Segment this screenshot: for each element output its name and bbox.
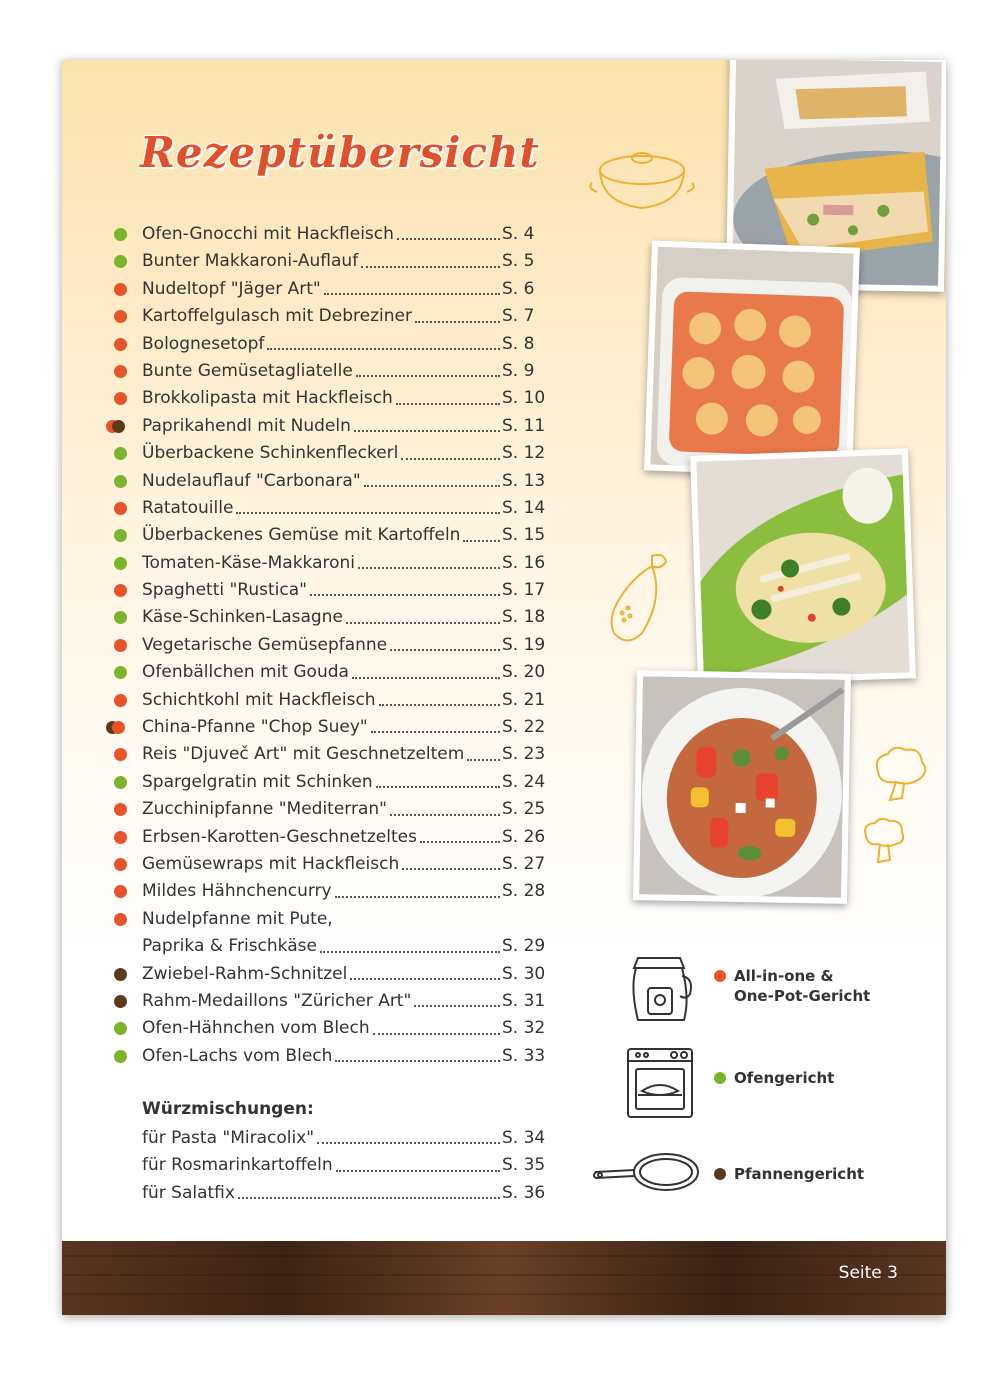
- legend-dot: [714, 1072, 726, 1084]
- spice-page: S. 36: [502, 1182, 546, 1203]
- recipe-page: S. 30: [502, 963, 546, 984]
- category-dot: [114, 310, 127, 323]
- category-dot: [112, 420, 125, 433]
- category-dot: [114, 639, 127, 652]
- legend-item: [734, 966, 870, 1006]
- recipe-page: S. 7: [502, 306, 535, 327]
- category-dot: [114, 666, 127, 679]
- category-dot: [114, 885, 127, 898]
- dot-leader: [352, 659, 500, 678]
- recipe-name: Ofenbällchen mit Gouda: [142, 662, 349, 683]
- thermomix-icon: [624, 948, 696, 1026]
- recipe-row: [102, 495, 546, 522]
- recipe-row: [102, 276, 542, 303]
- dot-leader: [402, 851, 500, 870]
- recipe-name: Zwiebel-Rahm-Schnitzel: [142, 963, 348, 984]
- category-dot: [114, 913, 127, 926]
- recipe-overview-page: [62, 60, 946, 1315]
- recipe-page: S. 5: [502, 251, 535, 272]
- dot-leader: [317, 1125, 500, 1144]
- category-dot: [114, 776, 127, 789]
- recipe-page: S. 18: [502, 607, 546, 628]
- category-dot: [114, 228, 127, 241]
- legend-label: Pfannengericht: [734, 1165, 865, 1183]
- recipe-name: Ofen-Lachs vom Blech: [142, 1045, 333, 1066]
- dot-leader: [390, 796, 500, 815]
- recipe-page: S. 16: [502, 552, 546, 573]
- dot-leader: [467, 741, 500, 760]
- dot-leader: [373, 1015, 500, 1034]
- spargel-photo: [690, 448, 916, 685]
- recipe-name: Spaghetti "Rustica": [142, 580, 307, 601]
- recipe-row: [102, 604, 546, 631]
- recipe-row: [102, 550, 546, 577]
- recipe-name: Ofen-Hähnchen vom Blech: [142, 1018, 370, 1039]
- dot-leader: [335, 1043, 500, 1062]
- recipe-page: S. 15: [502, 525, 546, 546]
- recipe-row: [102, 221, 542, 248]
- recipe-row: [102, 796, 546, 823]
- recipe-page: S. 9: [502, 360, 535, 381]
- category-dot: [114, 748, 127, 761]
- recipe-name: Zucchinipfanne "Mediterran": [142, 799, 387, 820]
- recipe-name: Paprika & Frischkäse: [142, 936, 317, 957]
- dot-leader: [371, 714, 500, 733]
- spice-row: [102, 1125, 546, 1152]
- recipe-row: [102, 440, 546, 467]
- recipe-row: [102, 577, 546, 604]
- recipe-name: Überbackenes Gemüse mit Kartoffeln: [142, 525, 461, 546]
- recipe-page: S. 32: [502, 1018, 546, 1039]
- recipe-page: S. 4: [502, 224, 535, 244]
- recipe-name: Gemüsewraps mit Hackfleisch: [142, 853, 400, 874]
- recipe-row: [102, 1043, 546, 1070]
- dot-leader: [350, 961, 500, 980]
- recipe-name: Vegetarische Gemüsepfanne: [142, 634, 388, 655]
- cauliflower-sketch-icon: [868, 742, 932, 806]
- recipe-name: Nudeltopf "Jäger Art": [142, 278, 321, 299]
- category-dot: [114, 557, 127, 570]
- recipe-page: S. 10: [502, 388, 546, 409]
- dot-leader: [320, 933, 500, 952]
- category-dot: [114, 694, 127, 707]
- legend-label: Ofengericht: [734, 1069, 835, 1087]
- recipe-name: Brokkolipasta mit Hackfleisch: [142, 388, 393, 409]
- recipe-row: [102, 385, 546, 412]
- dot-leader: [346, 604, 500, 623]
- recipe-page: S. 28: [502, 881, 546, 902]
- category-dot: [114, 995, 127, 1008]
- category-dot: [114, 968, 127, 981]
- recipe-row: [102, 824, 546, 851]
- page-number: Seite 3: [838, 1263, 898, 1283]
- spice-row: [102, 1152, 546, 1179]
- oven-icon: [624, 1045, 696, 1121]
- recipe-page: S. 27: [502, 853, 546, 874]
- recipe-page: S. 11: [502, 415, 546, 436]
- pot-sketch-icon: [587, 148, 697, 218]
- dot-leader: [397, 221, 500, 240]
- category-dot: [114, 584, 127, 597]
- recipe-name: Nudelpfanne mit Pute,: [142, 908, 333, 929]
- dot-leader: [267, 331, 500, 350]
- category-dot: [114, 502, 127, 515]
- recipe-page: S. 6: [502, 278, 535, 299]
- dot-leader: [414, 988, 500, 1007]
- recipe-page: S. 26: [502, 826, 546, 847]
- rice-photo: [633, 670, 851, 904]
- recipe-row: [102, 659, 546, 686]
- recipe-row: [102, 687, 546, 714]
- category-dot: [114, 475, 127, 488]
- broccoli-sketch-icon: [860, 816, 910, 868]
- recipe-name: Ofen-Gnocchi mit Hackfleisch: [142, 224, 394, 244]
- recipe-name: Schichtkohl mit Hackfleisch: [142, 689, 376, 710]
- dot-leader: [336, 1152, 500, 1171]
- recipe-row: [102, 331, 542, 358]
- recipe-row: [102, 468, 546, 495]
- recipe-page: S. 13: [502, 470, 546, 491]
- spice-name: für Rosmarinkartoffeln: [142, 1155, 333, 1176]
- dot-leader: [463, 522, 500, 541]
- recipe-page: S. 12: [502, 443, 546, 464]
- recipe-name: Kartoffelgulasch mit Debreziner: [142, 306, 412, 327]
- dot-leader: [356, 358, 500, 377]
- legend-item: [734, 1068, 834, 1088]
- recipe-page: S. 24: [502, 771, 546, 792]
- recipe-name: Käse-Schinken-Lasagne: [142, 607, 343, 628]
- category-dot: [114, 1050, 127, 1063]
- recipe-row: [102, 358, 542, 385]
- recipe-name: Überbackene Schinkenfleckerl: [142, 443, 399, 464]
- dot-leader: [420, 824, 500, 843]
- dot-leader: [396, 385, 500, 404]
- recipe-row: [102, 906, 542, 933]
- recipe-name: Bolognesetopf: [142, 333, 265, 354]
- recipe-row: [102, 413, 546, 440]
- dot-leader: [324, 276, 500, 295]
- recipe-row: [102, 248, 542, 275]
- recipe-page: S. 21: [502, 689, 546, 710]
- recipe-name: Ratatouille: [142, 497, 234, 518]
- recipe-page: S. 8: [502, 333, 535, 354]
- category-dot: [114, 338, 127, 351]
- spice-heading: Würzmischungen:: [142, 1099, 314, 1119]
- recipe-row: [102, 522, 546, 549]
- legend-label: All-in-one &: [734, 967, 834, 985]
- spice-page: S. 34: [502, 1128, 546, 1148]
- recipe-page: S. 29: [502, 936, 546, 957]
- spice-page: S. 35: [502, 1155, 546, 1176]
- recipe-name: Erbsen-Karotten-Geschnetzeltes: [142, 826, 417, 847]
- recipe-row: [102, 933, 546, 960]
- category-dot: [114, 392, 127, 405]
- recipe-page: S. 33: [502, 1045, 546, 1066]
- recipe-row: [102, 769, 546, 796]
- recipe-page: S. 31: [502, 990, 546, 1011]
- spice-name: für Pasta "Miracolix": [142, 1128, 315, 1148]
- recipe-page: S. 23: [502, 744, 546, 765]
- frying-pan-icon: [590, 1148, 702, 1198]
- category-dot: [114, 255, 127, 268]
- category-dot: [114, 611, 127, 624]
- spice-list: [102, 1125, 546, 1207]
- dot-leader: [390, 632, 500, 651]
- recipe-page: S. 25: [502, 799, 546, 820]
- recipe-row: [102, 988, 546, 1015]
- dot-leader: [379, 687, 500, 706]
- recipe-row: [102, 878, 546, 905]
- recipe-row: [102, 851, 546, 878]
- category-dot: [114, 283, 127, 296]
- dot-leader: [376, 769, 500, 788]
- legend-item: [734, 1164, 864, 1184]
- recipe-name: Paprikahendl mit Nudeln: [142, 415, 351, 436]
- legend-dot: [714, 1168, 726, 1180]
- recipe-row: [102, 714, 546, 741]
- dot-leader: [364, 468, 500, 487]
- recipe-name: Bunte Gemüsetagliatelle: [142, 360, 353, 381]
- recipe-row: [102, 303, 542, 330]
- recipe-page: S. 14: [502, 497, 546, 518]
- dot-leader: [358, 550, 500, 569]
- recipe-list: [102, 221, 546, 1070]
- recipe-name: Mildes Hähnchencurry: [142, 881, 332, 902]
- page-title: Rezeptübersicht: [140, 128, 540, 177]
- category-dot: [114, 831, 127, 844]
- dot-leader: [354, 413, 500, 432]
- recipe-row: [102, 961, 546, 988]
- dot-leader: [310, 577, 500, 596]
- dot-leader: [335, 878, 500, 897]
- recipe-page: S. 20: [502, 662, 546, 683]
- gnocchi-photo: [644, 240, 860, 477]
- recipe-name: Tomaten-Käse-Makkaroni: [142, 552, 356, 573]
- recipe-row: [102, 632, 546, 659]
- category-dot: [114, 1022, 127, 1035]
- recipe-name: Nudelauflauf "Carbonara": [142, 470, 361, 491]
- category-dot: [112, 721, 125, 734]
- category-dot: [114, 858, 127, 871]
- legend-label: One-Pot-Gericht: [734, 987, 871, 1005]
- recipe-name: Reis "Djuveč Art" mit Geschnetzeltem: [142, 744, 465, 765]
- recipe-page: S. 17: [502, 580, 546, 601]
- spice-name: für Salatfix: [142, 1182, 235, 1203]
- footer-wood-bar: [62, 1241, 946, 1315]
- legend-dot: [714, 970, 726, 982]
- recipe-name: Rahm-Medaillons "Züricher Art": [142, 990, 412, 1011]
- recipe-name: Bunter Makkaroni-Auflauf: [142, 251, 359, 272]
- recipe-page: S. 22: [502, 717, 546, 738]
- category-dot: [114, 365, 127, 378]
- category-dot: [114, 529, 127, 542]
- spice-row: [102, 1180, 546, 1207]
- recipe-row: [102, 1015, 546, 1042]
- dot-leader: [236, 495, 500, 514]
- recipe-name: China-Pfanne "Chop Suey": [142, 717, 368, 738]
- recipe-name: Spargelgratin mit Schinken: [142, 771, 373, 792]
- dot-leader: [415, 303, 500, 322]
- category-dot: [114, 803, 127, 816]
- dot-leader: [238, 1180, 500, 1199]
- recipe-row: [102, 741, 546, 768]
- category-dot: [114, 447, 127, 460]
- eggplant-sketch-icon: [602, 548, 672, 648]
- recipe-page: S. 19: [502, 634, 546, 655]
- dot-leader: [361, 248, 500, 267]
- dot-leader: [401, 440, 500, 459]
